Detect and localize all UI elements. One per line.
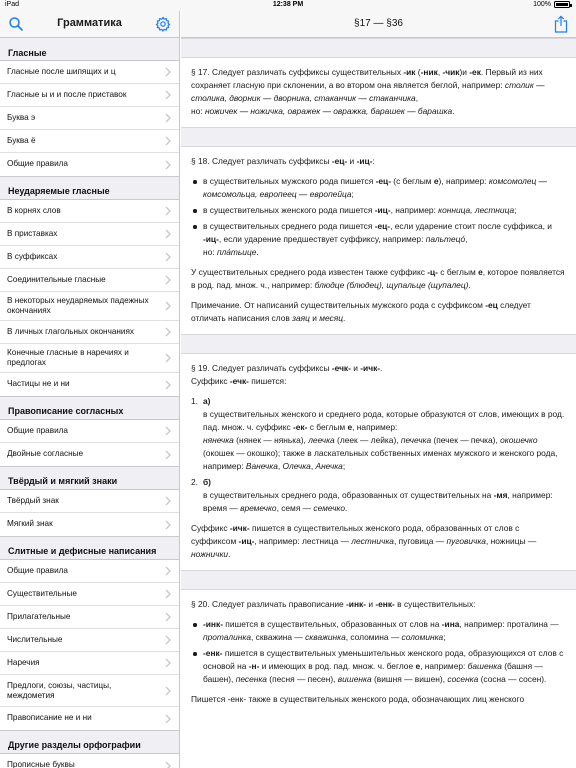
chevron-right-icon xyxy=(165,229,171,239)
sidebar-item-letter-yo[interactable]: Буква ё xyxy=(0,130,179,153)
sidebar-item-suffixes[interactable]: В суффиксах xyxy=(0,246,179,269)
sidebar-title: Грамматика xyxy=(57,17,122,29)
sidebar-item-hyphen-general[interactable]: Общие правила xyxy=(0,560,179,583)
p18-note-2: Примечание. От написаний существительных мужского рода с суффиксом -ец следует отличать написания слов заяц и месяц. xyxy=(191,300,531,323)
chevron-right-icon xyxy=(165,426,171,436)
sidebar-item-verb-endings[interactable]: В личных глагольных окончаниях xyxy=(0,321,179,344)
battery-status xyxy=(533,1,570,8)
list-item: 1. а) в существительных женского и среднего рода, которые образуются от слов, имеющих в род. пад. множ. ч. суффикс -ек- с беглым е, например: нянечка (нянек — нянька), леечка (леек — лейка), печечка (печек — печка), окошечко (окошек — окошко); также в ласкательных собственных именах мужского и женского рода, например: Ванечка, Олечка, Анечка; xyxy=(191,396,565,471)
p17-text: § 17. Следует различать суффиксы существительных -ик (-ник, -чик)и -ек. Первый из них сохраняет гласную при склонении, а во втором она является беглой, например: столик — столика, дворник — дворника, стаканчик — стаканчика, но: ножичек — ножичка, овражек — овражка, барашек — барашка. xyxy=(191,67,545,116)
list-item: 2. б) в существительных среднего рода, образованных от существительных на -мя, например: время — времечко, семя — семечко. xyxy=(191,477,553,513)
chevron-right-icon xyxy=(165,686,171,696)
chevron-right-icon xyxy=(165,206,171,216)
chevron-right-icon xyxy=(165,496,171,506)
chevron-right-icon xyxy=(165,589,171,599)
gear-icon[interactable] xyxy=(155,16,171,32)
section-title-signs: Твёрдый и мягкий знаки xyxy=(8,476,118,486)
chevron-right-icon xyxy=(165,714,171,724)
p20-heading: § 20. Следует различать правописание -инк- и -енк- в существительных: xyxy=(191,599,476,609)
menu-hyphenation xyxy=(0,559,179,731)
status-time: 12:38 PM xyxy=(272,1,304,8)
chevron-right-icon xyxy=(165,160,171,170)
section-title-hyphenation: Слитные и дефисные написания xyxy=(8,546,157,556)
battery-icon xyxy=(554,1,570,8)
paragraph-17 xyxy=(181,58,576,127)
sidebar-item-adverb-endings[interactable]: Конечные гласные в наречиях и предлогах xyxy=(0,344,179,373)
chevron-right-icon xyxy=(165,566,171,576)
section-divider xyxy=(181,334,576,354)
sidebar-item-double-consonants[interactable]: Двойные согласные xyxy=(0,443,179,466)
chevron-right-icon xyxy=(165,67,171,77)
chevron-right-icon xyxy=(165,327,171,337)
p20-tail: Пишется -енк- также в существительных женского рода, обозначающих лиц женского xyxy=(191,694,525,704)
section-divider xyxy=(181,38,576,58)
sidebar-item-hard-sign[interactable]: Твёрдый знак xyxy=(0,490,179,513)
menu-signs xyxy=(0,489,179,537)
chevron-right-icon xyxy=(165,520,171,530)
battery-percent: 100% xyxy=(533,1,551,8)
menu-consonants xyxy=(0,419,179,467)
sidebar-item-ne-ni-spelling[interactable]: Правописание не и ни xyxy=(0,707,179,730)
sidebar-item-general-rules[interactable]: Общие правила xyxy=(0,153,179,176)
p19-list xyxy=(191,395,566,515)
section-divider xyxy=(181,570,576,590)
chevron-right-icon xyxy=(165,136,171,146)
sidebar-item-letter-e[interactable]: Буква э xyxy=(0,107,179,130)
menu-other xyxy=(0,753,179,768)
list-item: -инк- пишется в существительных, образованных от слов на -ина, например: проталина — проталинка, скважина — скважинка, соломина — соломинка; xyxy=(191,618,566,644)
sidebar-item-prepositions[interactable]: Предлоги, союзы, частицы, междометия xyxy=(0,675,179,707)
chevron-right-icon xyxy=(165,275,171,285)
chevron-right-icon xyxy=(165,90,171,100)
p19-note: Суффикс -ичк- пишется в существительных женского рода, образованных от слов с суффиксом -иц-, например: лестница — лестничка, пуговица — пуговичка, ножницы — ножнички. xyxy=(191,523,537,559)
sidebar-item-consonant-general[interactable]: Общие правила xyxy=(0,420,179,443)
section-title-consonants: Правописание согласных xyxy=(8,406,124,416)
sidebar-item-particles-ne-ni[interactable]: Частицы не и ни xyxy=(0,373,179,396)
menu-vowels xyxy=(0,60,179,177)
chevron-right-icon xyxy=(165,380,171,390)
p18-heading: § 18. Следует различать суффиксы -ец- и -иц-: xyxy=(191,156,375,166)
list-item: в существительных женского рода пишется -иц-, например: конница, лестница; xyxy=(191,204,566,217)
chevron-right-icon xyxy=(165,635,171,645)
sidebar-item-roots[interactable]: В корнях слов xyxy=(0,200,179,223)
p18-list xyxy=(191,175,566,259)
sidebar-header xyxy=(0,11,179,38)
status-bar xyxy=(0,0,576,11)
section-title-other: Другие разделы орфографии xyxy=(8,740,141,750)
page-title: §17 — §36 xyxy=(354,18,403,29)
section-title-unstressed: Неударяемые гласные xyxy=(8,186,110,196)
section-divider xyxy=(181,127,576,147)
paragraph-18 xyxy=(181,147,576,334)
sidebar-item-numerals[interactable]: Числительные xyxy=(0,629,179,652)
sidebar-item-case-endings[interactable]: В некоторых неударяемых падежных окончаниях xyxy=(0,292,179,321)
sidebar-item-vowels-after-sibilants[interactable]: Гласные после шипящих и ц xyxy=(0,61,179,84)
chevron-right-icon xyxy=(165,761,171,768)
content-pane xyxy=(181,11,576,768)
paragraph-19 xyxy=(181,354,576,570)
sidebar-item-soft-sign[interactable]: Мягкий знак xyxy=(0,513,179,536)
list-item: -енк- пишется в существительных уменьшительных женского рода, образующихся от слов с основой на -н- и имеющих в род. пад. множ. ч. беглое е, например: башенка (башня — башен), песенка (песня — песен), вишенка (вишня — вишен), сосенка (сосна — сосен). xyxy=(191,647,566,686)
sidebar-item-adverbs[interactable]: Наречия xyxy=(0,652,179,675)
chevron-right-icon xyxy=(165,450,171,460)
sidebar-item-nouns[interactable]: Существительные xyxy=(0,583,179,606)
sidebar-item-capital-letters[interactable]: Прописные буквы xyxy=(0,754,179,768)
device-label: iPad xyxy=(5,1,20,8)
menu-unstressed xyxy=(0,199,179,397)
chevron-right-icon xyxy=(165,612,171,622)
list-item: в существительных среднего рода пишется -ец-, если ударение стоит после суффикса, и -иц-, если ударение предшествует суффиксу, например: пальтецо́, но: пла́тьице. xyxy=(191,220,566,259)
sidebar xyxy=(0,11,180,768)
p20-list xyxy=(191,618,566,686)
chevron-right-icon xyxy=(165,658,171,668)
sidebar-item-vowels-after-prefixes[interactable]: Гласные ы и и после приставок xyxy=(0,84,179,107)
chevron-right-icon xyxy=(165,353,171,363)
p19-heading: § 19. Следует различать суффиксы -ечк- и -ичк-. Суффикс -ечк- пишется: xyxy=(191,363,383,386)
share-icon[interactable] xyxy=(554,15,568,33)
chevron-right-icon xyxy=(165,113,171,123)
paragraph-20 xyxy=(181,590,576,715)
sidebar-item-connecting-vowels[interactable]: Соединительные гласные xyxy=(0,269,179,292)
p18-note-1: У существительных среднего рода известен также суффикс -ц- с беглым е, которое появляется в род. пад. множ. ч., например: блюдце (блюдец), щупальце (щупалец). xyxy=(191,267,565,290)
sidebar-item-adjectives[interactable]: Прилагательные xyxy=(0,606,179,629)
list-item: в существительных мужского рода пишется -ец- (с беглым е), например: комсомолец — комсомольца, европеец — европейца; xyxy=(191,175,566,201)
sidebar-item-prefixes[interactable]: В приставках xyxy=(0,223,179,246)
section-title-vowels: Гласные xyxy=(8,48,47,58)
chevron-right-icon xyxy=(165,252,171,262)
content-navbar xyxy=(181,11,576,38)
chevron-right-icon xyxy=(165,301,171,311)
